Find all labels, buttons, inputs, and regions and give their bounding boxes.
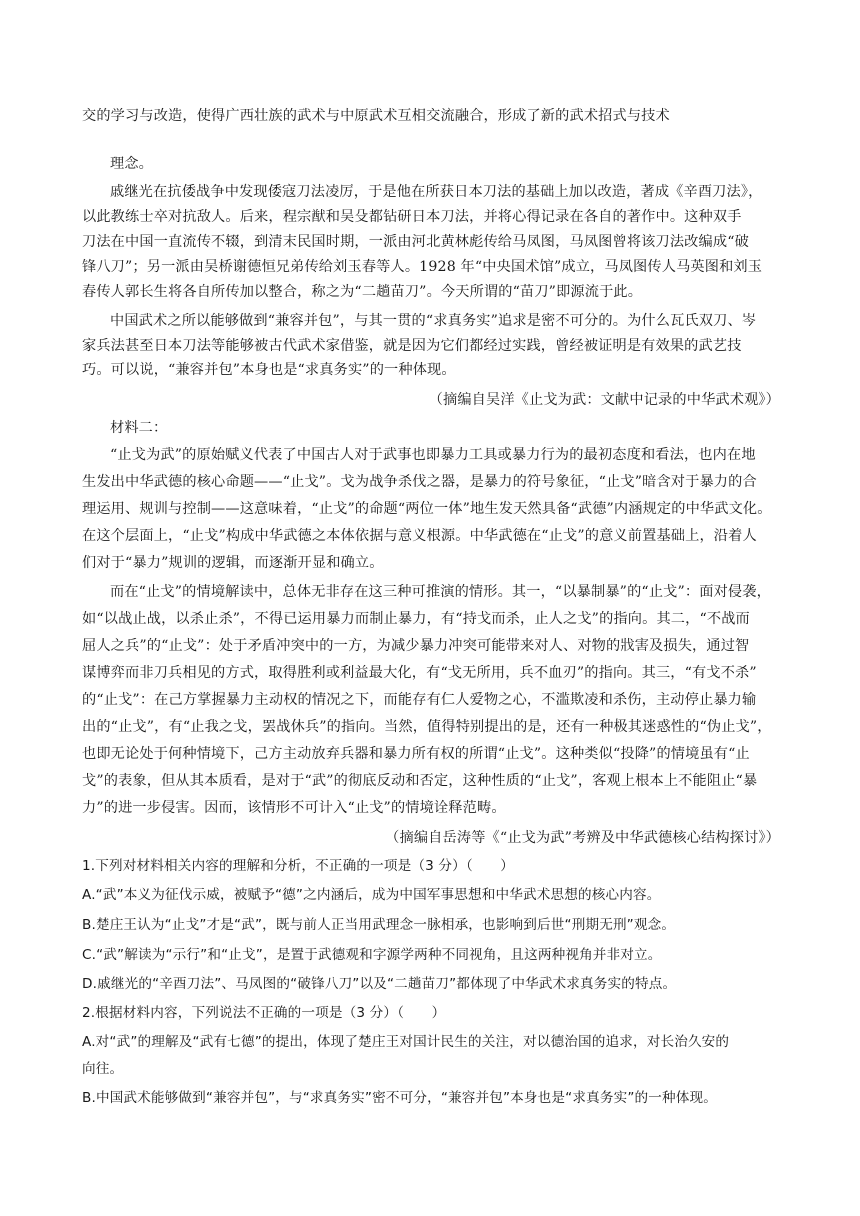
paragraph-line: 刀法在中国一直流传不辍，到清末民国时期，一派由河北黄林彪传给马凤图，马凤图曾将该刀法改编成“破 bbox=[82, 234, 749, 250]
source-citation: （摘编自吴洋《止戈为武：文献中记录的中华武术观》） bbox=[428, 392, 780, 408]
section-heading: 材料二： bbox=[110, 420, 168, 436]
question-stem: 1.下列对材料相关内容的理解和分析，不正确的一项是（3 分）（ ） bbox=[82, 858, 515, 874]
paragraph-line: 锋八刀”；另一派由吴桥谢德恒兄弟传给刘玉春等人。1928 年“中央国术馆”成立，马凤图传人马英图和刘玉 bbox=[82, 259, 763, 275]
answer-option: A.对“武”的理解及“武有七德”的提出，体现了楚庄王对国计民生的关注，对以德治国的追求，对长治久安的 bbox=[82, 1034, 730, 1050]
paragraph-line: 戚继光在抗倭战争中发现倭寇刀法凌厉，于是他在所获日本刀法的基础上加以改造，著成《辛酉刀法》， bbox=[110, 184, 763, 200]
paragraph-line: 中国武术之所以能够做到“兼容并包”，与其一贯的“求真务实”追求是密不可分的。为什么瓦氏双刀、岑 bbox=[110, 313, 757, 329]
answer-option: D.戚继光的“辛酉刀法”、马凤图的“破锋八刀”以及“二趟苗刀”都体现了中华武术求真务实的特点。 bbox=[82, 976, 677, 992]
answer-option: A.“武”本义为征伐示威，被赋予“德”之内涵后，成为中国军事思想和中华武术思想的核心内容。 bbox=[82, 887, 661, 903]
answer-option: B.楚庄王认为“止戈”才是“武”，既与前人正当用武理念一脉相承，也影响到后世“刑期无刑”观念。 bbox=[82, 917, 676, 933]
paragraph-line: 巧。可以说，“兼容并包”本身也是“求真务实”的一种体现。 bbox=[82, 362, 456, 378]
paragraph-line: 而在“止戈”的情境解读中，总体无非存在这三种可推演的情形。其一，“以暴制暴”的“止戈”：面对侵袭， bbox=[110, 584, 771, 600]
paragraph-line: 们对于“暴力”规训的逻辑，而逐渐开显和确立。 bbox=[82, 555, 384, 571]
paragraph-line: 如“以战止战，以杀止杀”，不得已运用暴力而制止暴力，有“持戈而杀，止人之戈”的指向。其二，“不战而 bbox=[82, 611, 750, 627]
paragraph-line: 也即无论处于何种情境下，己方主动放弃兵器和暴力所有权的所谓“止戈”。这种类似“投降”的情境虽有“止 bbox=[82, 746, 750, 762]
paragraph-line: 屈人之兵”的“止戈”：处于矛盾冲突中的一方，为减少暴力冲突可能带来对人、对物的戕害及损失，通过智 bbox=[82, 638, 750, 654]
answer-option: B.中国武术能够做到“兼容并包”，与“求真务实”密不可分，“兼容并包”本身也是“求真务实”的一种体现。 bbox=[82, 1090, 717, 1106]
paragraph-line: 以此教练士卒对抗敌人。后来，程宗猷和吴殳都钻研日本刀法，并将心得记录在各自的著作中。这种双手 bbox=[82, 209, 742, 225]
paragraph-line: 力”的进一步侵害。因而，该情形不可计入“止戈”的情境诠释范畴。 bbox=[82, 800, 506, 816]
paragraph-line: 交的学习与改造，使得广西壮族的武术与中原武术互相交流融合，形成了新的武术招式与技术 bbox=[82, 108, 670, 124]
paragraph-line: “止戈为武”的原始赋义代表了中国古人对于武事也即暴力工具或暴力行为的最初态度和看法，也内在地 bbox=[110, 447, 756, 463]
paragraph-line: 谋博弈而非刀兵相见的方式，取得胜利或利益最大化，有“戈无所用，兵不血刃”的指向。其三，“有戈不杀” bbox=[82, 665, 757, 681]
answer-option: C.“武”解读为“示行”和“止戈”，是置于武德观和字源学两种不同视角，且这两种视角并非对立。 bbox=[82, 947, 662, 963]
source-citation: （摘编自岳涛等《“止戈为武”考辨及中华武德核心结构探讨》） bbox=[385, 830, 780, 846]
paragraph-line: 出的“止戈”，有“止我之戈，罢战休兵”的指向。当然，值得特别提出的是，还有一种极其迷惑性的“伪止戈”， bbox=[82, 719, 772, 735]
question-stem: 2.根据材料内容，下列说法不正确的一项是（3 分）（ ） bbox=[82, 1005, 446, 1021]
paragraph-line: 戈”的表象，但从其本质看，是对于“武”的彻底反动和否定，这种性质的“止戈”，客观上根本上不能阻止“暴 bbox=[82, 773, 758, 789]
paragraph-line: 家兵法甚至日本刀法等能够被古代武术家借鉴，就是因为它们都经过实践，曾经被证明是有效果的武艺技 bbox=[82, 338, 742, 354]
paragraph-line: 的“止戈”：在己方掌握暴力主动权的情况之下，而能存有仁人爱物之心，不滥欺凌和杀伤，主动停止暴力输 bbox=[82, 692, 757, 708]
paragraph-line: 理运用、规训与控制——这意味着，“止戈”的命题“两位一体”地生发天然具备“武德”内涵规定的中华武文化。 bbox=[82, 501, 772, 517]
paragraph-line: 生发出中华武德的核心命题——“止戈”。戈为战争杀伐之器，是暴力的符号象征，“止戈”暗含对于暴力的合 bbox=[82, 474, 757, 490]
paragraph-line: 在这个层面上，“止戈”构成中华武德之本体依据与意义根源。中华武德在“止戈”的意义前置基础上，沿着人 bbox=[82, 528, 757, 544]
paragraph-line: 春传人郭长生将各自所传加以整合，称之为“二趟苗刀”。今天所谓的“苗刀”即源流于此。 bbox=[82, 284, 643, 300]
paragraph-line: 理念。 bbox=[110, 156, 154, 172]
answer-option-continued: 向往。 bbox=[82, 1061, 124, 1077]
